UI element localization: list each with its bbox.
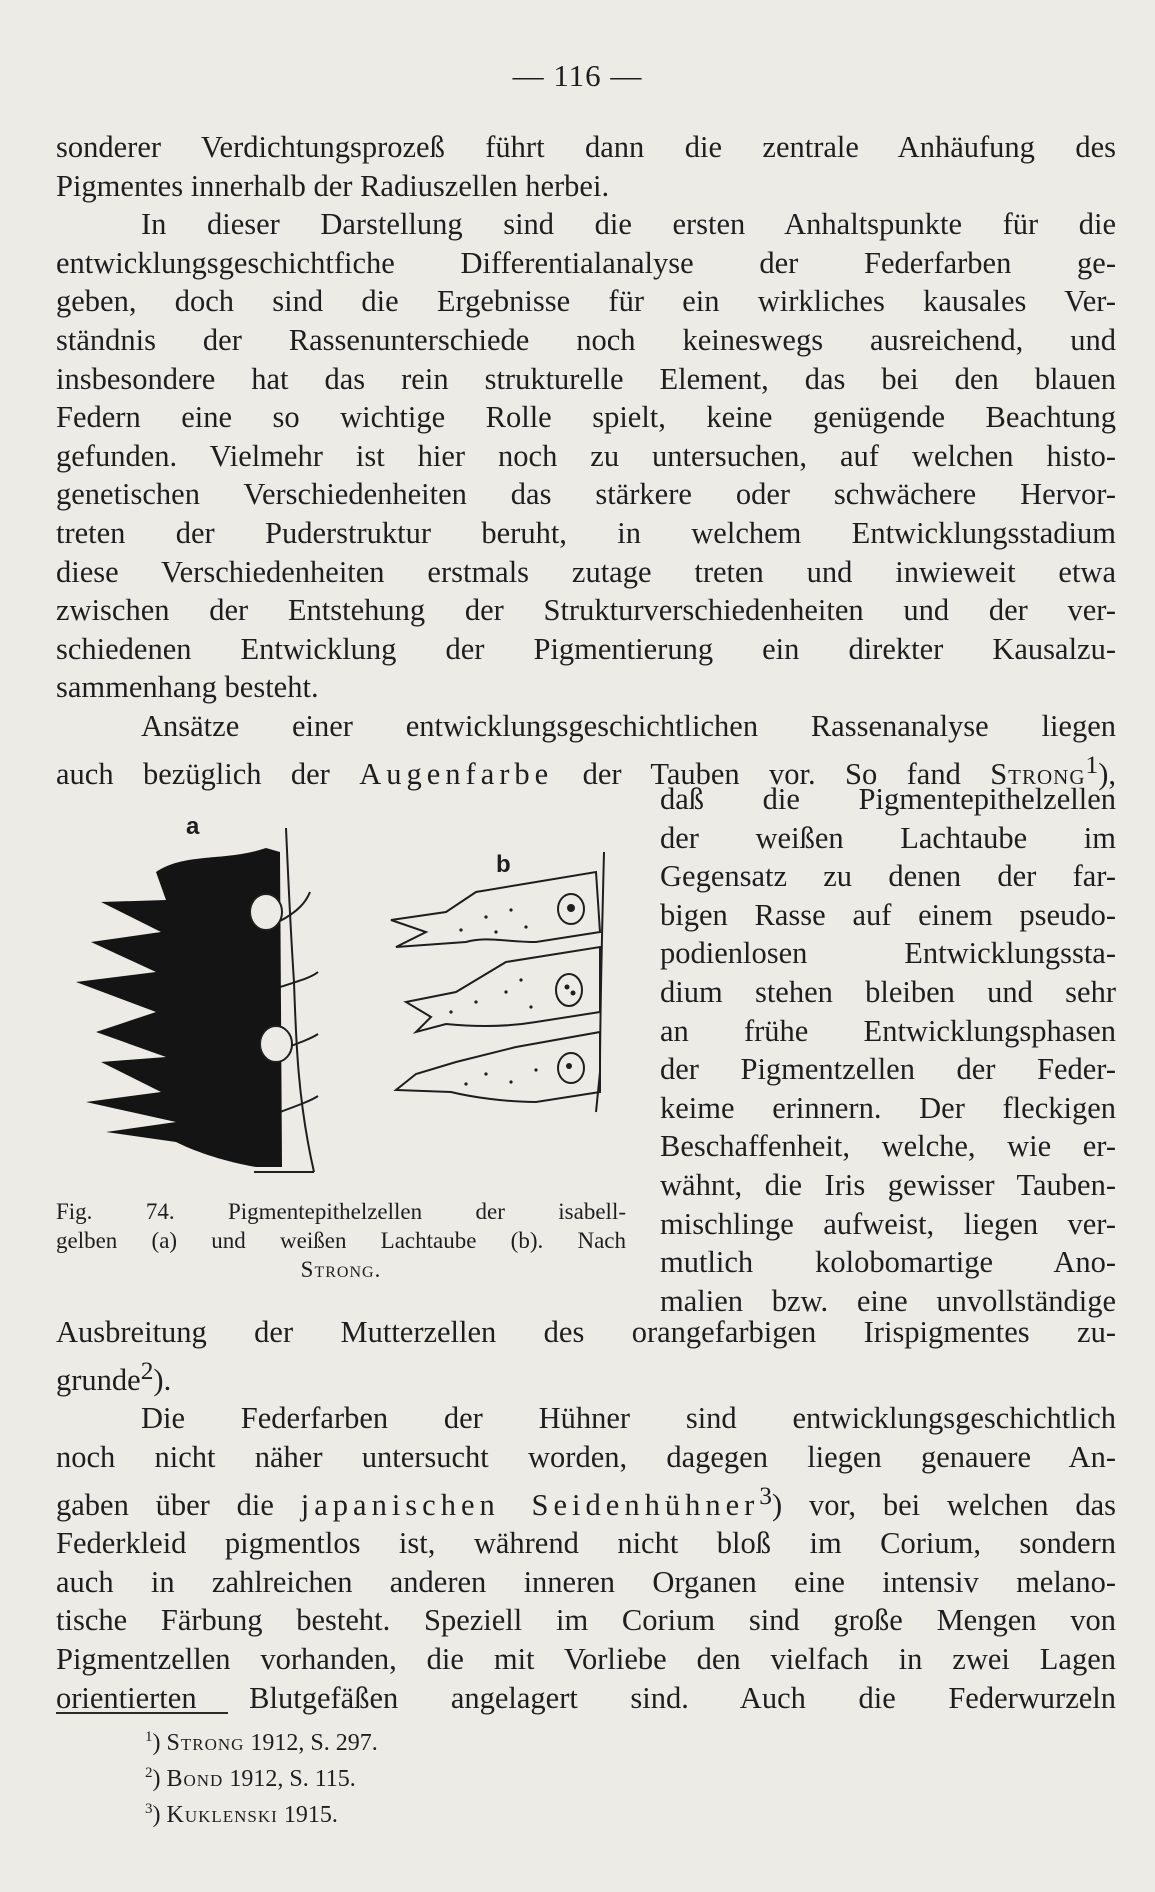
body-text-side-column [660, 780, 1116, 1320]
text-line: Federn eine so wichtige Rolle spielt, keine genügende Beachtung [56, 400, 1116, 435]
text-line: keime erinnern. Der fleckigen [660, 1090, 1116, 1125]
caption-line: Fig. 74. Pigmentepithelzellen der isabell- [56, 1199, 626, 1224]
footnotes [145, 1722, 378, 1830]
caption-author: Strong. [300, 1257, 382, 1282]
text-line: podienlosen Entwicklungssta- [660, 936, 1116, 971]
figure-74 [56, 812, 646, 1292]
text-line: Pigmentzellen vorhanden, die mit Vorliebe den vielfach in zwei Lagen [56, 1642, 1116, 1677]
text-line: bigen Rasse auf einem pseudo- [660, 897, 1116, 932]
text-line: Die Federfarben der Hühner sind entwicklungsgeschichtlich [141, 1401, 1116, 1436]
spaced-term: japanischen Seidenhühner [300, 1487, 760, 1522]
text-line: der weißen Lachtaube im [660, 820, 1116, 855]
text-fragment: der Tauben vor. So fand [582, 756, 961, 791]
text-line: zwischen der Entstehung der Strukturverschiedenheiten und der ver- [56, 593, 1116, 628]
footnote-ref[interactable]: 3 [759, 1481, 772, 1510]
text-line: grunde$^2$). [56, 1356, 172, 1397]
text-line: mutlich kolobomartige Ano- [660, 1245, 1116, 1280]
author-name: Strong$^1$), [990, 750, 1117, 791]
text-line: der Pigmentzellen der Feder- [660, 1052, 1116, 1087]
text-line: geben, doch sind die Ergebnisse für ein wirkliches kausales Ver- [56, 284, 1116, 319]
text-line: sammenhang besteht. [56, 670, 319, 705]
text-line: insbesondere hat das rein strukturelle Element, das bei den blauen [56, 361, 1116, 396]
figure-illustration [66, 812, 626, 1182]
text-line: entwicklungsgeschichtfiche Differentialanalyse der Federfarben ge- [56, 245, 1116, 280]
text-line: sonderer Verdichtungsprozeß führt dann die zentrale Anhäufung des [56, 130, 1116, 164]
figure-caption [56, 1197, 626, 1284]
text-line: Ansätze einer entwicklungsgeschichtlichen Rassenanalyse liegen [141, 708, 1116, 743]
text-line: diese Verschiedenheiten erstmals zutage treten und inwieweit etwa [56, 554, 1116, 589]
figure-label-b: b [496, 851, 511, 878]
figure-label-a: a [186, 813, 200, 840]
footnote-2: $^2$) Bond 1912, S. 115. [145, 1765, 356, 1792]
text-line: daß die Pigmentepithelzellen [660, 782, 1116, 816]
panel-b-nuclei [556, 894, 584, 1083]
text-line: Federkleid pigmentlos ist, während nicht bloß im Corium, sondern [56, 1526, 1116, 1561]
text-line: Ausbreitung der Mutterzellen des orangefarbigen Irispigmentes zu- [56, 1315, 1116, 1349]
panel-b-granules [449, 908, 537, 1085]
page-number: — 116 — [512, 58, 643, 93]
text-line: dium stehen bleiben und sehr [660, 974, 1116, 1009]
caption-line: gelben (a) und weißen Lachtaube (b). Nach [56, 1228, 626, 1253]
text-line: Pigmentes innerhalb der Radiuszellen herbei. [56, 168, 610, 203]
text-line: schiedenen Entwicklung der Pigmentierung ein direkter Kausalzu- [56, 631, 1116, 666]
footnote-ref[interactable]: 2 [140, 1356, 154, 1385]
footnote-3: $^3$) Kuklenski 1915. [145, 1801, 338, 1828]
text-line: noch nicht näher untersucht worden, dagegen liegen genauere An- [56, 1439, 1116, 1474]
footnote-ref[interactable]: 1 [1085, 750, 1099, 779]
text-line: treten der Puderstruktur beruht, in welchem Entwicklungsstadium [56, 515, 1116, 550]
text-line: mischlinge aufweist, liegen ver- [660, 1206, 1116, 1241]
text-line: Beschaffenheit, welche, wie er- [660, 1129, 1116, 1164]
text-line: gefunden. Vielmehr ist hier noch zu untersuchen, auf welchen histo- [56, 438, 1116, 473]
body-text-top [56, 128, 1116, 793]
footnote-divider [56, 1712, 228, 1714]
spaced-term: Augenfarbe [359, 756, 554, 791]
text-line: auch in zahlreichen anderen inneren Organen eine intensiv melano- [56, 1564, 1116, 1599]
text-line: an frühe Entwicklungsphasen [660, 1013, 1116, 1048]
text-line: Gegensatz zu denen der far- [660, 859, 1116, 894]
text-line: wähnt, die Iris gewisser Tauben- [660, 1167, 1116, 1202]
body-text-bottom [56, 1313, 1116, 1717]
footnote-1: $^1$) Strong 1912, S. 297. [145, 1729, 378, 1756]
text-line: In dieser Darstellung sind die ersten Anhaltspunkte für die [141, 207, 1116, 242]
text-fragment: auch bezüglich der [56, 756, 330, 791]
panel-a-pigment [76, 848, 282, 1167]
text-line: gaben über die japanischen Seidenhühner$^3$) vor, bei welchen das [56, 1481, 1117, 1522]
text-line: ständnis der Rassenunterschiede noch keineswegs ausreichend, und [56, 322, 1116, 357]
text-line: genetischen Verschiedenheiten das stärkere oder schwächere Hervor- [56, 477, 1116, 512]
text-line: malien bzw. eine unvollständige [660, 1283, 1116, 1318]
text-line: orientierten Blutgefäßen angelagert sind. Auch die Federwurzeln [56, 1680, 1116, 1715]
text-line: tische Färbung besteht. Speziell im Corium sind große Mengen von [56, 1603, 1116, 1638]
